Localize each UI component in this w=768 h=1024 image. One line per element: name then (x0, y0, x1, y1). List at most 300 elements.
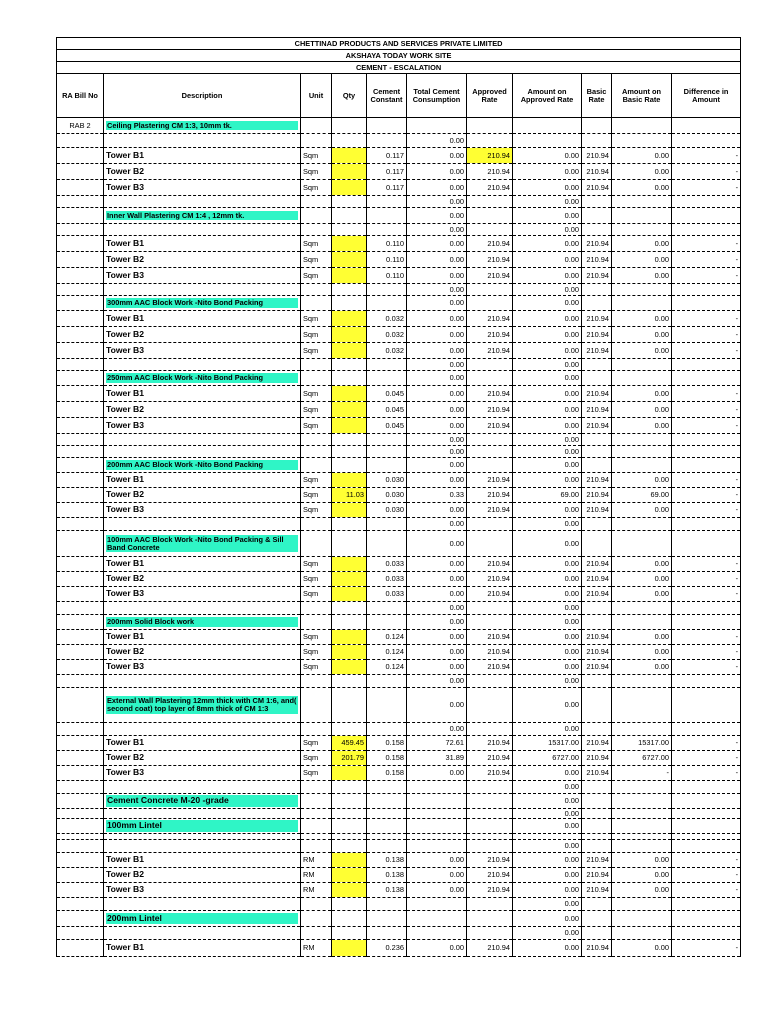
section-heading (104, 615, 301, 630)
unit-cell (301, 359, 332, 371)
unit-cell (301, 602, 332, 615)
amount-basic-cell (612, 911, 672, 927)
ra-bill-cell (57, 224, 104, 236)
description-cell: Tower B3 (104, 766, 301, 781)
total-cement-cell: 0.00 (407, 224, 467, 236)
cement-constant-cell (367, 296, 407, 311)
section-heading-label: 100mm Lintel (106, 820, 298, 831)
difference-cell: - (672, 236, 741, 252)
unit-cell (301, 615, 332, 630)
table-row (57, 473, 741, 488)
basic-rate-cell (582, 531, 612, 557)
spacer-row (57, 284, 741, 296)
approved-rate-cell: 210.94 (467, 343, 513, 359)
amount-approved-cell: 0.00 (513, 284, 582, 296)
approved-rate-cell: 210.94 (467, 236, 513, 252)
approved-rate-cell: 210.94 (467, 557, 513, 572)
approved-rate-cell: 210.94 (467, 503, 513, 518)
approved-rate-cell (467, 284, 513, 296)
cement-constant-cell (367, 446, 407, 458)
unit-cell: RM (301, 853, 332, 868)
unit-cell: Sqm (301, 660, 332, 675)
description-cell: Tower B2 (104, 252, 301, 268)
qty-cell: 11.03 (332, 488, 367, 503)
amount-approved-cell: 0.00 (513, 359, 582, 371)
basic-rate-cell: 210.94 (582, 148, 612, 164)
approved-rate-cell (467, 911, 513, 927)
cement-constant-cell: 0.032 (367, 311, 407, 327)
amount-approved-cell: 0.00 (513, 940, 582, 957)
cement-constant-cell (367, 224, 407, 236)
qty-cell (332, 503, 367, 518)
basic-rate-cell (582, 371, 612, 386)
amount-approved-cell: 0.00 (513, 446, 582, 458)
table-row (57, 343, 741, 359)
qty-cell (332, 660, 367, 675)
cement-constant-cell (367, 208, 407, 224)
difference-cell (672, 688, 741, 723)
spacer-row (57, 675, 741, 688)
table-row (57, 853, 741, 868)
approved-rate-cell: 210.94 (467, 645, 513, 660)
table-row (57, 766, 741, 781)
basic-rate-cell (582, 284, 612, 296)
ra-bill-cell (57, 602, 104, 615)
ra-bill-cell (57, 615, 104, 630)
unit-cell: Sqm (301, 766, 332, 781)
approved-rate-cell (467, 898, 513, 911)
header-row (57, 74, 741, 118)
table-row (57, 751, 741, 766)
amount-approved-cell (513, 118, 582, 134)
cement-constant-cell: 0.045 (367, 402, 407, 418)
unit-cell: Sqm (301, 386, 332, 402)
ra-bill-cell (57, 208, 104, 224)
total-cement-cell: 0.00 (407, 252, 467, 268)
amount-basic-cell: 0.00 (612, 883, 672, 898)
amount-basic-cell (612, 675, 672, 688)
unit-cell (301, 434, 332, 446)
approved-rate-cell (467, 434, 513, 446)
difference-cell: - (672, 343, 741, 359)
qty-cell (332, 630, 367, 645)
qty-cell (332, 781, 367, 794)
total-cement-cell: 0.00 (407, 473, 467, 488)
approved-rate-cell: 210.94 (467, 473, 513, 488)
basic-rate-cell (582, 927, 612, 940)
amount-basic-cell: 15317.00 (612, 736, 672, 751)
cement-constant-cell: 0.045 (367, 386, 407, 402)
total-cement-cell: 0.00 (407, 615, 467, 630)
amount-basic-cell (612, 819, 672, 834)
difference-cell: - (672, 311, 741, 327)
unit-cell (301, 458, 332, 473)
qty-cell (332, 196, 367, 208)
difference-cell (672, 208, 741, 224)
qty-cell (332, 180, 367, 196)
approved-rate-cell (467, 819, 513, 834)
amount-approved-cell (513, 134, 582, 148)
cement-constant-cell (367, 781, 407, 794)
section-heading (104, 819, 301, 834)
ra-bill-cell (57, 868, 104, 883)
amount-approved-cell: 0.00 (513, 615, 582, 630)
basic-rate-cell (582, 688, 612, 723)
approved-rate-cell: 210.94 (467, 853, 513, 868)
amount-approved-cell: 0.00 (513, 587, 582, 602)
approved-rate-cell (467, 927, 513, 940)
amount-basic-cell (612, 781, 672, 794)
ra-bill-cell (57, 736, 104, 751)
difference-cell: - (672, 557, 741, 572)
table-row (57, 645, 741, 660)
spacer-row (57, 224, 741, 236)
basic-rate-cell: 210.94 (582, 883, 612, 898)
amount-approved-cell: 0.00 (513, 180, 582, 196)
ra-bill-cell (57, 180, 104, 196)
section-heading-label: 200mm Lintel (106, 913, 298, 924)
header-qty: Qty (332, 74, 367, 118)
description-cell (104, 518, 301, 531)
difference-cell: - (672, 645, 741, 660)
unit-cell (301, 723, 332, 736)
ra-bill-cell (57, 434, 104, 446)
cement-constant-cell (367, 518, 407, 531)
amount-basic-cell (612, 615, 672, 630)
spacer-row (57, 602, 741, 615)
cement-constant-cell: 0.030 (367, 473, 407, 488)
qty-cell (332, 602, 367, 615)
ra-bill-cell (57, 359, 104, 371)
unit-cell (301, 840, 332, 853)
amount-basic-cell (612, 296, 672, 311)
unit-cell: RM (301, 883, 332, 898)
difference-cell: - (672, 386, 741, 402)
total-cement-cell: 0.00 (407, 766, 467, 781)
spacer-row (57, 196, 741, 208)
ra-bill-cell (57, 284, 104, 296)
unit-cell (301, 531, 332, 557)
difference-cell: - (672, 572, 741, 587)
total-cement-cell: 0.00 (407, 434, 467, 446)
qty-cell (332, 557, 367, 572)
cement-constant-cell: 0.124 (367, 660, 407, 675)
amount-basic-cell: 0.00 (612, 236, 672, 252)
ra-bill-cell (57, 853, 104, 868)
basic-rate-cell: 210.94 (582, 751, 612, 766)
total-cement-cell (407, 927, 467, 940)
difference-cell (672, 371, 741, 386)
unit-cell: Sqm (301, 327, 332, 343)
qty-cell (332, 794, 367, 809)
unit-cell: Sqm (301, 503, 332, 518)
ra-bill-cell (57, 402, 104, 418)
amount-approved-cell: 69.00 (513, 488, 582, 503)
qty-cell (332, 311, 367, 327)
difference-cell: - (672, 473, 741, 488)
amount-approved-cell: 0.00 (513, 883, 582, 898)
unit-cell (301, 898, 332, 911)
cement-constant-cell (367, 531, 407, 557)
unit-cell (301, 196, 332, 208)
approved-rate-cell: 210.94 (467, 402, 513, 418)
amount-basic-cell: 0.00 (612, 557, 672, 572)
cement-constant-cell (367, 134, 407, 148)
amount-approved-cell: 6727.00 (513, 751, 582, 766)
basic-rate-cell: 210.94 (582, 645, 612, 660)
approved-rate-cell: 210.94 (467, 180, 513, 196)
amount-approved-cell: 0.00 (513, 794, 582, 809)
qty-cell: 201.79 (332, 751, 367, 766)
basic-rate-cell (582, 911, 612, 927)
table-row (57, 883, 741, 898)
table-row (57, 252, 741, 268)
difference-cell (672, 196, 741, 208)
description-cell (104, 927, 301, 940)
cement-constant-cell (367, 458, 407, 473)
cement-constant-cell (367, 911, 407, 927)
approved-rate-cell (467, 134, 513, 148)
difference-cell (672, 794, 741, 809)
qty-cell (332, 615, 367, 630)
section-row (57, 296, 741, 311)
basic-rate-cell (582, 208, 612, 224)
ra-bill-cell (57, 164, 104, 180)
difference-cell: - (672, 766, 741, 781)
approved-rate-cell (467, 371, 513, 386)
section-heading (104, 531, 301, 557)
amount-basic-cell (612, 898, 672, 911)
approved-rate-cell (467, 615, 513, 630)
description-cell: Tower B2 (104, 488, 301, 503)
difference-cell: - (672, 503, 741, 518)
basic-rate-cell: 210.94 (582, 386, 612, 402)
cement-constant-cell: 0.117 (367, 164, 407, 180)
description-cell (104, 284, 301, 296)
qty-cell (332, 118, 367, 134)
amount-basic-cell (612, 371, 672, 386)
qty-cell (332, 723, 367, 736)
difference-cell: - (672, 751, 741, 766)
cement-constant-cell: 0.124 (367, 630, 407, 645)
basic-rate-cell: 210.94 (582, 557, 612, 572)
amount-approved-cell: 0.00 (513, 327, 582, 343)
difference-cell (672, 434, 741, 446)
qty-cell (332, 458, 367, 473)
difference-cell: - (672, 883, 741, 898)
approved-rate-cell: 210.94 (467, 311, 513, 327)
basic-rate-cell: 210.94 (582, 268, 612, 284)
qty-cell (332, 688, 367, 723)
cement-constant-cell: 0.110 (367, 236, 407, 252)
header-approved-rate: Approved Rate (467, 74, 513, 118)
description-cell: Tower B2 (104, 402, 301, 418)
ra-bill-cell (57, 766, 104, 781)
amount-approved-cell: 0.00 (513, 458, 582, 473)
unit-cell (301, 927, 332, 940)
description-cell: Tower B3 (104, 180, 301, 196)
header-unit: Unit (301, 74, 332, 118)
unit-cell (301, 296, 332, 311)
description-cell: Tower B2 (104, 164, 301, 180)
basic-rate-cell: 210.94 (582, 180, 612, 196)
cement-constant-cell (367, 118, 407, 134)
basic-rate-cell (582, 296, 612, 311)
difference-cell: - (672, 148, 741, 164)
approved-rate-cell: 210.94 (467, 736, 513, 751)
spacer-row (57, 434, 741, 446)
difference-cell (672, 809, 741, 819)
approved-rate-cell: 210.94 (467, 252, 513, 268)
cement-constant-cell (367, 840, 407, 853)
approved-rate-cell: 210.94 (467, 940, 513, 957)
qty-cell (332, 675, 367, 688)
qty-cell (332, 531, 367, 557)
total-cement-cell: 0.00 (407, 868, 467, 883)
qty-cell (332, 371, 367, 386)
description-cell: Tower B1 (104, 311, 301, 327)
total-cement-cell: 0.00 (407, 630, 467, 645)
section-heading-label: 200mm AAC Block Work -Nito Bond Packing (106, 460, 298, 470)
unit-cell: Sqm (301, 148, 332, 164)
unit-cell: Sqm (301, 557, 332, 572)
approved-rate-cell: 210.94 (467, 766, 513, 781)
amount-basic-cell (612, 531, 672, 557)
spacer-row (57, 134, 741, 148)
escalation-sheet (56, 37, 741, 957)
description-cell (104, 898, 301, 911)
section-row (57, 615, 741, 630)
description-cell (104, 224, 301, 236)
total-cement-cell: 0.00 (407, 371, 467, 386)
table-row (57, 164, 741, 180)
section-row (57, 371, 741, 386)
unit-cell (301, 224, 332, 236)
ra-bill-cell (57, 645, 104, 660)
amount-approved-cell: 0.00 (513, 766, 582, 781)
section-row (57, 458, 741, 473)
amount-basic-cell: 6727.00 (612, 751, 672, 766)
total-cement-cell (407, 118, 467, 134)
cement-constant-cell: 0.032 (367, 343, 407, 359)
spacer-row (57, 840, 741, 853)
approved-rate-cell: 210.94 (467, 587, 513, 602)
cement-constant-cell: 0.033 (367, 557, 407, 572)
table-row (57, 503, 741, 518)
qty-cell (332, 296, 367, 311)
ra-bill-cell (57, 196, 104, 208)
qty-cell (332, 883, 367, 898)
amount-approved-cell: 0.00 (513, 675, 582, 688)
basic-rate-cell (582, 118, 612, 134)
basic-rate-cell (582, 446, 612, 458)
table-row (57, 660, 741, 675)
amount-basic-cell (612, 118, 672, 134)
amount-approved-cell: 0.00 (513, 296, 582, 311)
amount-approved-cell: 0.00 (513, 371, 582, 386)
section-heading (104, 458, 301, 473)
approved-rate-cell (467, 458, 513, 473)
difference-cell (672, 723, 741, 736)
amount-basic-cell (612, 809, 672, 819)
basic-rate-cell (582, 134, 612, 148)
table-row (57, 572, 741, 587)
ra-bill-cell (57, 531, 104, 557)
description-cell (104, 434, 301, 446)
cement-constant-cell (367, 602, 407, 615)
amount-basic-cell (612, 208, 672, 224)
cement-constant-cell (367, 809, 407, 819)
qty-cell (332, 236, 367, 252)
qty-cell (332, 164, 367, 180)
amount-basic-cell: 0.00 (612, 660, 672, 675)
basic-rate-cell: 210.94 (582, 343, 612, 359)
basic-rate-cell (582, 898, 612, 911)
difference-cell (672, 840, 741, 853)
approved-rate-cell: 210.94 (467, 418, 513, 434)
total-cement-cell: 0.00 (407, 402, 467, 418)
unit-cell: Sqm (301, 488, 332, 503)
amount-basic-cell (612, 723, 672, 736)
ra-bill-cell (57, 343, 104, 359)
description-cell (104, 675, 301, 688)
basic-rate-cell: 210.94 (582, 630, 612, 645)
difference-cell (672, 615, 741, 630)
total-cement-cell (407, 898, 467, 911)
ra-bill-cell (57, 473, 104, 488)
total-cement-cell (407, 840, 467, 853)
amount-basic-cell: 0.00 (612, 327, 672, 343)
description-cell: Tower B2 (104, 868, 301, 883)
section-row (57, 688, 741, 723)
basic-rate-cell (582, 359, 612, 371)
difference-cell (672, 518, 741, 531)
unit-cell: RM (301, 940, 332, 957)
amount-basic-cell: 0.00 (612, 868, 672, 883)
difference-cell: - (672, 402, 741, 418)
total-cement-cell: 0.00 (407, 518, 467, 531)
cement-constant-cell (367, 688, 407, 723)
total-cement-cell: 72.61 (407, 736, 467, 751)
basic-rate-cell: 210.94 (582, 488, 612, 503)
amount-basic-cell: 0.00 (612, 587, 672, 602)
amount-basic-cell (612, 688, 672, 723)
cement-constant-cell (367, 615, 407, 630)
description-cell: Tower B2 (104, 572, 301, 587)
cement-constant-cell: 0.030 (367, 503, 407, 518)
ra-bill-cell (57, 819, 104, 834)
amount-basic-cell (612, 927, 672, 940)
unit-cell: Sqm (301, 418, 332, 434)
cement-constant-cell (367, 284, 407, 296)
amount-approved-cell: 0.00 (513, 148, 582, 164)
approved-rate-cell (467, 840, 513, 853)
unit-cell: Sqm (301, 311, 332, 327)
amount-approved-cell: 0.00 (513, 386, 582, 402)
unit-cell (301, 781, 332, 794)
description-cell: Tower B3 (104, 587, 301, 602)
header-basic-rate: Basic Rate (582, 74, 612, 118)
basic-rate-cell: 210.94 (582, 164, 612, 180)
amount-approved-cell: 0.00 (513, 927, 582, 940)
difference-cell (672, 284, 741, 296)
basic-rate-cell: 210.94 (582, 327, 612, 343)
unit-cell (301, 118, 332, 134)
amount-approved-cell: 0.00 (513, 164, 582, 180)
difference-cell (672, 675, 741, 688)
section-heading (104, 208, 301, 224)
unit-cell (301, 284, 332, 296)
